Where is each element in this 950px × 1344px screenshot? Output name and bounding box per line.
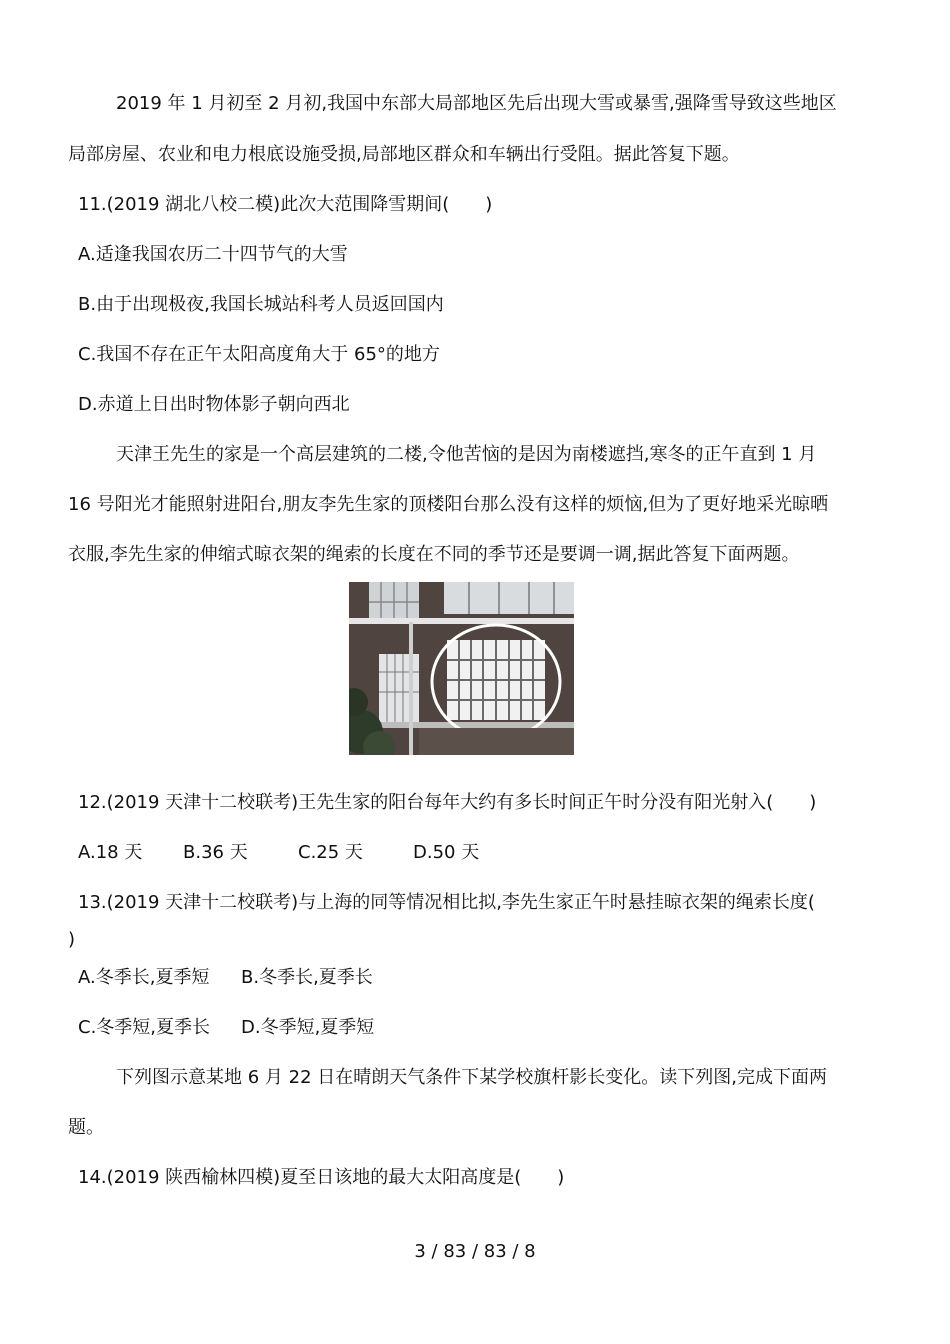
question-13-stem-end: ) — [68, 929, 76, 950]
question-13-option-a: A.冬季长,夏季短 — [78, 967, 210, 988]
question-13-option-b: B.冬季长,夏季长 — [241, 967, 373, 988]
question-14-stem: 14.(2019 陕西榆林四模)夏至日该地的最大太阳高度是( ) — [78, 1167, 565, 1188]
question-11-stem: 11.(2019 湖北八校二模)此次大范围降雪期间( ) — [78, 194, 493, 215]
question-12-option-b: B.36 天 — [183, 842, 248, 863]
passage-2-line-2: 16 号阳光才能照射进阳台,朋友李先生家的顶楼阳台那么没有这样的烦恼,但为了更好地采光晾晒 — [68, 494, 829, 515]
balcony-photo — [349, 582, 574, 755]
question-12-stem: 12.(2019 天津十二校联考)王先生家的阳台每年大约有多长时间正午时分没有阳光射入( ) — [78, 792, 817, 813]
passage-1-line-1: 2019 年 1 月初至 2 月初,我国中东部大局部地区先后出现大雪或暴雪,强降雪导致这些地区 — [116, 93, 837, 114]
question-11-option-a: A.适逢我国农历二十四节气的大雪 — [78, 244, 348, 265]
question-12-option-d: D.50 天 — [413, 842, 480, 863]
question-11-option-d: D.赤道上日出时物体影子朝向西北 — [78, 394, 350, 415]
passage-3-line-2: 题。 — [68, 1117, 104, 1138]
question-13-stem: 13.(2019 天津十二校联考)与上海的同等情况相比拟,李先生家正午时悬挂晾衣架的绳索长度( — [78, 892, 815, 913]
passage-2-line-1: 天津王先生的家是一个高层建筑的二楼,令他苦恼的是因为南楼遮挡,寒冬的正午直到 1 月 — [116, 444, 817, 465]
passage-2-line-3: 衣服,李先生家的伸缩式晾衣架的绳索的长度在不同的季节还是要调一调,据此答复下面两题。 — [68, 544, 800, 565]
page-number: 3 / 83 / 83 / 8 — [414, 1241, 536, 1262]
question-12-option-c: C.25 天 — [298, 842, 363, 863]
passage-3-line-1: 下列图示意某地 6 月 22 日在晴朗天气条件下某学校旗杆影长变化。读下列图,完成下面两 — [116, 1067, 827, 1088]
question-11-option-b: B.由于出现极夜,我国长城站科考人员返回国内 — [78, 294, 444, 315]
question-13-option-d: D.冬季短,夏季短 — [241, 1017, 375, 1038]
question-12-option-a: A.18 天 — [78, 842, 143, 863]
passage-1-line-2: 局部房屋、农业和电力根底设施受损,局部地区群众和车辆出行受阻。据此答复下题。 — [68, 144, 740, 165]
question-11-option-c: C.我国不存在正午太阳高度角大于 65°的地方 — [78, 344, 440, 365]
question-13-option-c: C.冬季短,夏季长 — [78, 1017, 211, 1038]
